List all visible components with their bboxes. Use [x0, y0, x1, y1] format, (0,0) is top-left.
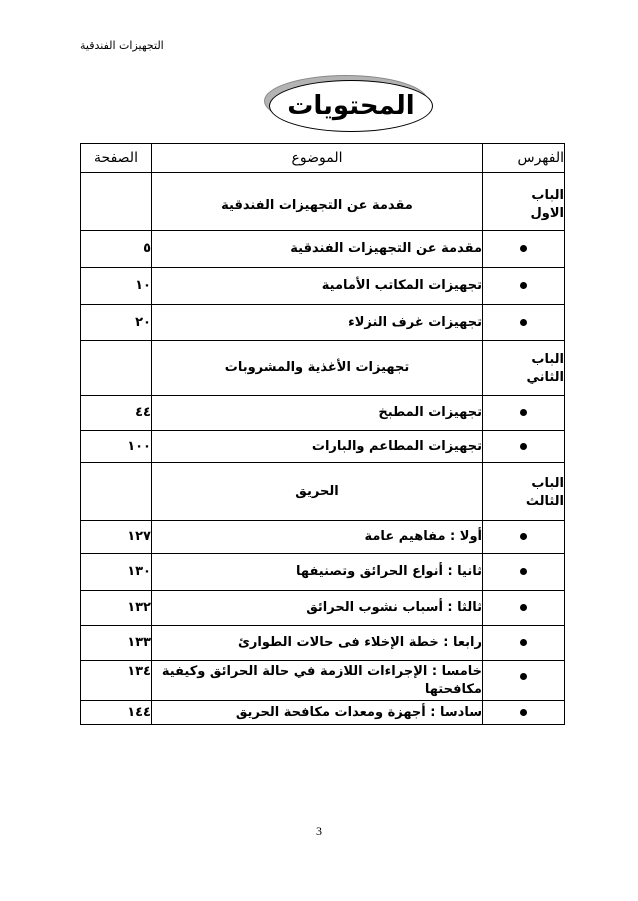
section-label-cell — [483, 463, 565, 521]
item-page-number: ١٣٤ — [127, 664, 151, 679]
item-title: ثانيا : أنواع الحرائق وتصنيفها — [295, 564, 482, 579]
item-title: ثالثا : أسباب نشوب الحرائق — [306, 600, 482, 615]
item-title-cell — [152, 521, 483, 554]
item-page-number: ٥ — [143, 241, 151, 256]
bullet-cell — [483, 231, 565, 268]
column-header-index: الفهرس — [483, 144, 565, 173]
bullet-icon — [520, 568, 527, 575]
section-label-cell — [483, 341, 565, 396]
item-title-cell — [152, 554, 483, 591]
item-title: سادسا : أجهزة ومعدات مكافحة الحريق — [235, 704, 482, 720]
bullet-cell — [483, 701, 565, 725]
item-page-number: ٢٠ — [135, 314, 151, 330]
item-title: تجهيزات المطبخ — [378, 405, 482, 420]
item-title-cell — [152, 305, 483, 341]
item-title-cell — [152, 396, 483, 431]
toc-item-row — [81, 701, 565, 725]
bullet-cell — [483, 521, 565, 554]
toc-item-row — [81, 305, 565, 341]
bullet-icon — [520, 245, 527, 252]
bullet-icon — [520, 282, 527, 289]
item-page-cell — [81, 431, 152, 463]
item-title: تجهيزات المكاتب الأمامية — [321, 278, 482, 293]
toc-item-row — [81, 396, 565, 431]
section-label: الباب الاول — [530, 187, 564, 221]
bullet-cell — [483, 591, 565, 626]
toc-item-row — [81, 554, 565, 591]
item-title-cell — [152, 431, 483, 463]
running-header: التجهيزات الفندقية — [80, 39, 164, 52]
item-page-number: ١٢٧ — [127, 529, 151, 544]
item-title: رابعا : خطة الإخلاء فى حالات الطوارئ — [238, 635, 482, 650]
section-page-cell — [81, 463, 152, 521]
toc-section-row — [81, 173, 565, 231]
toc-item-row — [81, 431, 565, 463]
bullet-cell — [483, 431, 565, 463]
bullet-cell — [483, 661, 565, 701]
toc-item-row — [81, 626, 565, 661]
item-page-number: ١٣٣ — [127, 635, 151, 650]
item-title-line: خامسا : الإجراءات اللازمة في حالة الحرائق وكيفية — [161, 664, 482, 679]
item-page-cell — [81, 305, 152, 341]
item-page-number: ٤٤ — [135, 405, 151, 420]
column-header-page: الصفحة — [81, 144, 152, 173]
bullet-icon — [520, 709, 527, 716]
toc-item-row — [81, 521, 565, 554]
item-page-cell — [81, 701, 152, 725]
section-heading-cell — [152, 463, 483, 521]
item-page-cell — [81, 396, 152, 431]
bullet-icon — [520, 409, 527, 416]
item-page-number: ١٣٠ — [127, 564, 151, 579]
section-page-cell — [81, 341, 152, 396]
toc-header-row — [81, 144, 565, 173]
toc-item-row — [81, 591, 565, 626]
item-page-cell — [81, 268, 152, 305]
item-page-number: ١٣٢ — [127, 600, 151, 615]
item-page-cell — [81, 591, 152, 626]
section-page-cell — [81, 173, 152, 231]
item-page-number: ١٠ — [135, 278, 151, 293]
bullet-cell — [483, 396, 565, 431]
bullet-icon — [520, 443, 527, 450]
item-page-number: ١٤٤ — [127, 704, 151, 720]
item-title: تجهيزات المطاعم والبارات — [311, 438, 482, 454]
toc-item-row — [81, 231, 565, 268]
bullet-cell — [483, 626, 565, 661]
bullet-cell — [483, 268, 565, 305]
section-label: الباب الثاني — [526, 351, 564, 385]
bullet-icon — [520, 639, 527, 646]
column-header-topic: الموضوع — [152, 144, 483, 173]
toc-section-row — [81, 463, 565, 521]
section-heading: تجهيزات الأغذية والمشروبات — [224, 360, 410, 375]
item-title-cell — [152, 268, 483, 305]
bullet-cell — [483, 305, 565, 341]
section-heading: مقدمة عن التجهيزات الفندقية — [221, 198, 413, 213]
bullet-icon — [520, 604, 527, 611]
item-page-cell — [81, 661, 152, 701]
bullet-icon — [520, 533, 527, 540]
section-heading: الحريق — [295, 483, 339, 499]
title-badge — [269, 80, 433, 132]
item-title-cell — [152, 661, 483, 701]
section-heading-cell — [152, 341, 483, 396]
item-title: تجهيزات غرف النزلاء — [348, 314, 482, 330]
item-title-cell — [152, 626, 483, 661]
toc-item-row — [81, 268, 565, 305]
toc-table — [80, 143, 565, 725]
bullet-icon — [520, 319, 527, 326]
item-page-cell — [81, 626, 152, 661]
item-page-number: ١٠٠ — [127, 438, 151, 454]
item-title: أولا : مفاهيم عامة — [364, 529, 482, 544]
section-label-cell — [483, 173, 565, 231]
item-title-line: مكافحتها — [424, 682, 482, 697]
section-label: الباب الثالث — [525, 476, 564, 509]
bullet-cell — [483, 554, 565, 591]
item-title: مقدمة عن التجهيزات الفندقية — [290, 241, 482, 256]
bullet-icon — [520, 673, 527, 680]
item-page-cell — [81, 231, 152, 268]
page-title: المحتويات — [287, 91, 415, 121]
item-title-cell — [152, 701, 483, 725]
page-number: 3 — [316, 824, 322, 838]
toc-section-row — [81, 341, 565, 396]
item-page-cell — [81, 521, 152, 554]
item-title-cell — [152, 591, 483, 626]
item-page-cell — [81, 554, 152, 591]
toc-item-row — [81, 661, 565, 701]
item-title-cell — [152, 231, 483, 268]
section-heading-cell — [152, 173, 483, 231]
